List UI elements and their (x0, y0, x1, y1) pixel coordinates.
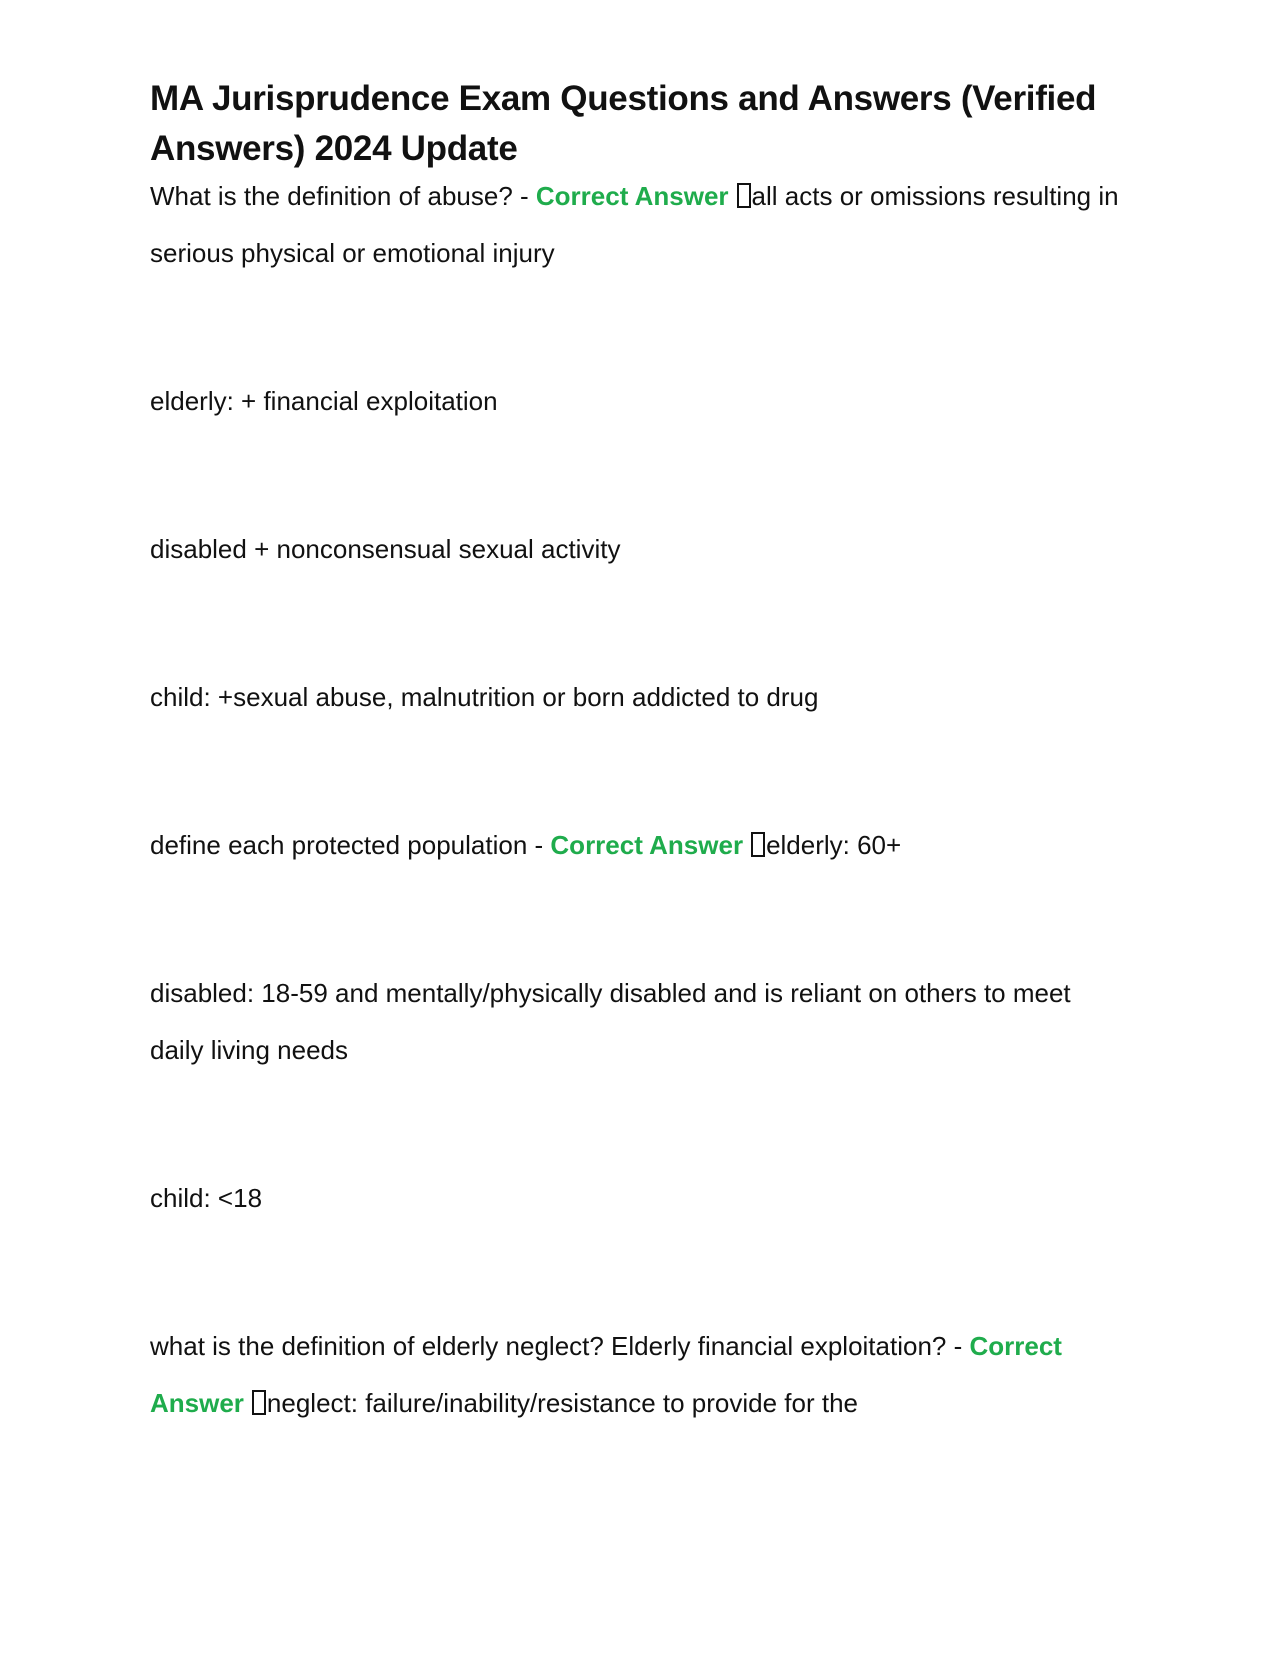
paragraph-disabled-abuse: disabled + nonconsensual sexual activity (150, 534, 621, 564)
question-text: What is the definition of abuse? - (150, 181, 536, 211)
document-page (150, 74, 1130, 1432)
paragraph-child-definition: child: <18 (150, 1183, 263, 1213)
correct-answer-label: Correct Answer (550, 830, 744, 860)
document-title: MA Jurisprudence Exam Questions and Answers (Verified Answers) 2024 Update (150, 79, 1097, 168)
missing-glyph-box-icon (737, 183, 751, 208)
question-text: what is the definition of elderly neglect? Elderly financial exploitation? - (150, 1331, 970, 1361)
qa-paragraph-protected-population (150, 817, 1130, 874)
correct-answer-label: Correct Answer (150, 1331, 1062, 1418)
missing-glyph-box-icon (252, 1390, 266, 1415)
paragraph-elderly-abuse: elderly: + financial exploitation (150, 386, 498, 416)
answer-text: all acts or omissions resulting in serious physical or emotional injury (150, 181, 1119, 268)
missing-glyph-box-icon (751, 832, 765, 857)
paragraph-disabled-definition: disabled: 18-59 and mentally/physically disabled and is reliant on others to meet daily living needs (150, 978, 1071, 1065)
correct-answer-label: Correct Answer (535, 181, 729, 211)
answer-text: neglect: failure/inability/resistance to provide for the (266, 1388, 859, 1418)
qa-paragraph-elderly-neglect (150, 1318, 1130, 1432)
qa-paragraph-abuse-definition (150, 168, 1130, 282)
question-text: define each protected population - (150, 830, 551, 860)
paragraph-child-abuse: child: +sexual abuse, malnutrition or born addicted to drug (150, 682, 819, 712)
answer-text: elderly: 60+ (766, 830, 902, 860)
